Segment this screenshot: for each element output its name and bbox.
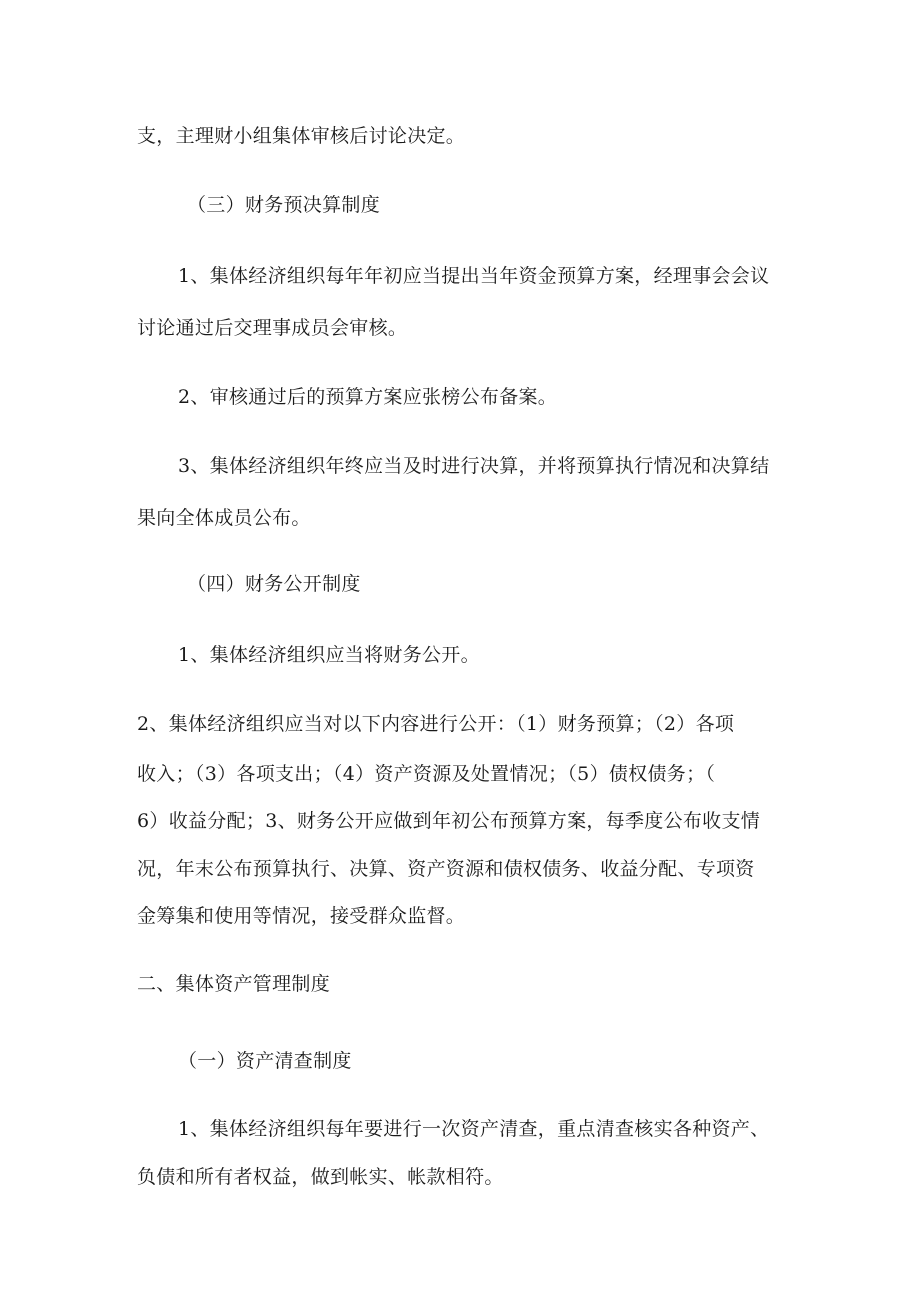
paragraph-line: 果向全体成员公布。 bbox=[137, 507, 311, 529]
section-heading: （三）财务预决算制度 bbox=[187, 194, 381, 216]
paragraph-line: 2、审核通过后的预算方案应张榜公布备案。 bbox=[178, 386, 558, 408]
chapter-heading: 二、集体资产管理制度 bbox=[137, 973, 331, 995]
paragraph-line: 1、集体经济组织应当将财务公开。 bbox=[178, 644, 480, 666]
section-heading: （一）资产清查制度 bbox=[178, 1050, 352, 1072]
paragraph-line: 金筹集和使用等情况，接受群众监督。 bbox=[137, 905, 466, 927]
section-heading: （四）财务公开制度 bbox=[187, 573, 361, 595]
paragraph-line: 1、集体经济组织每年年初应当提出当年资金预算方案，经理事会会议 bbox=[178, 265, 770, 287]
paragraph-line: 1、集体经济组织每年要进行一次资产清查，重点清查核实各种资产、 bbox=[178, 1118, 770, 1140]
paragraph-line: 6）收益分配；3、财务公开应做到年初公布预算方案，每季度公布收支情 bbox=[137, 810, 761, 832]
paragraph-line: 收入；（3）各项支出；（4）资产资源及处置情况；（5）债权债务；（ bbox=[137, 763, 716, 785]
paragraph-line: 2、集体经济组织应当对以下内容进行公开：（1）财务预算；（2）各项 bbox=[137, 713, 735, 735]
paragraph-line: 支，主理财小组集体审核后讨论决定。 bbox=[137, 125, 466, 147]
paragraph-line: 负债和所有者权益，做到帐实、帐款相符。 bbox=[137, 1166, 504, 1188]
paragraph-line: 3、集体经济组织年终应当及时进行决算，并将预算执行情况和决算结 bbox=[178, 455, 770, 477]
paragraph-line: 况，年末公布预算执行、决算、资产资源和债权债务、收益分配、专项资 bbox=[137, 858, 755, 880]
paragraph-line: 讨论通过后交理事成员会审核。 bbox=[137, 317, 408, 339]
